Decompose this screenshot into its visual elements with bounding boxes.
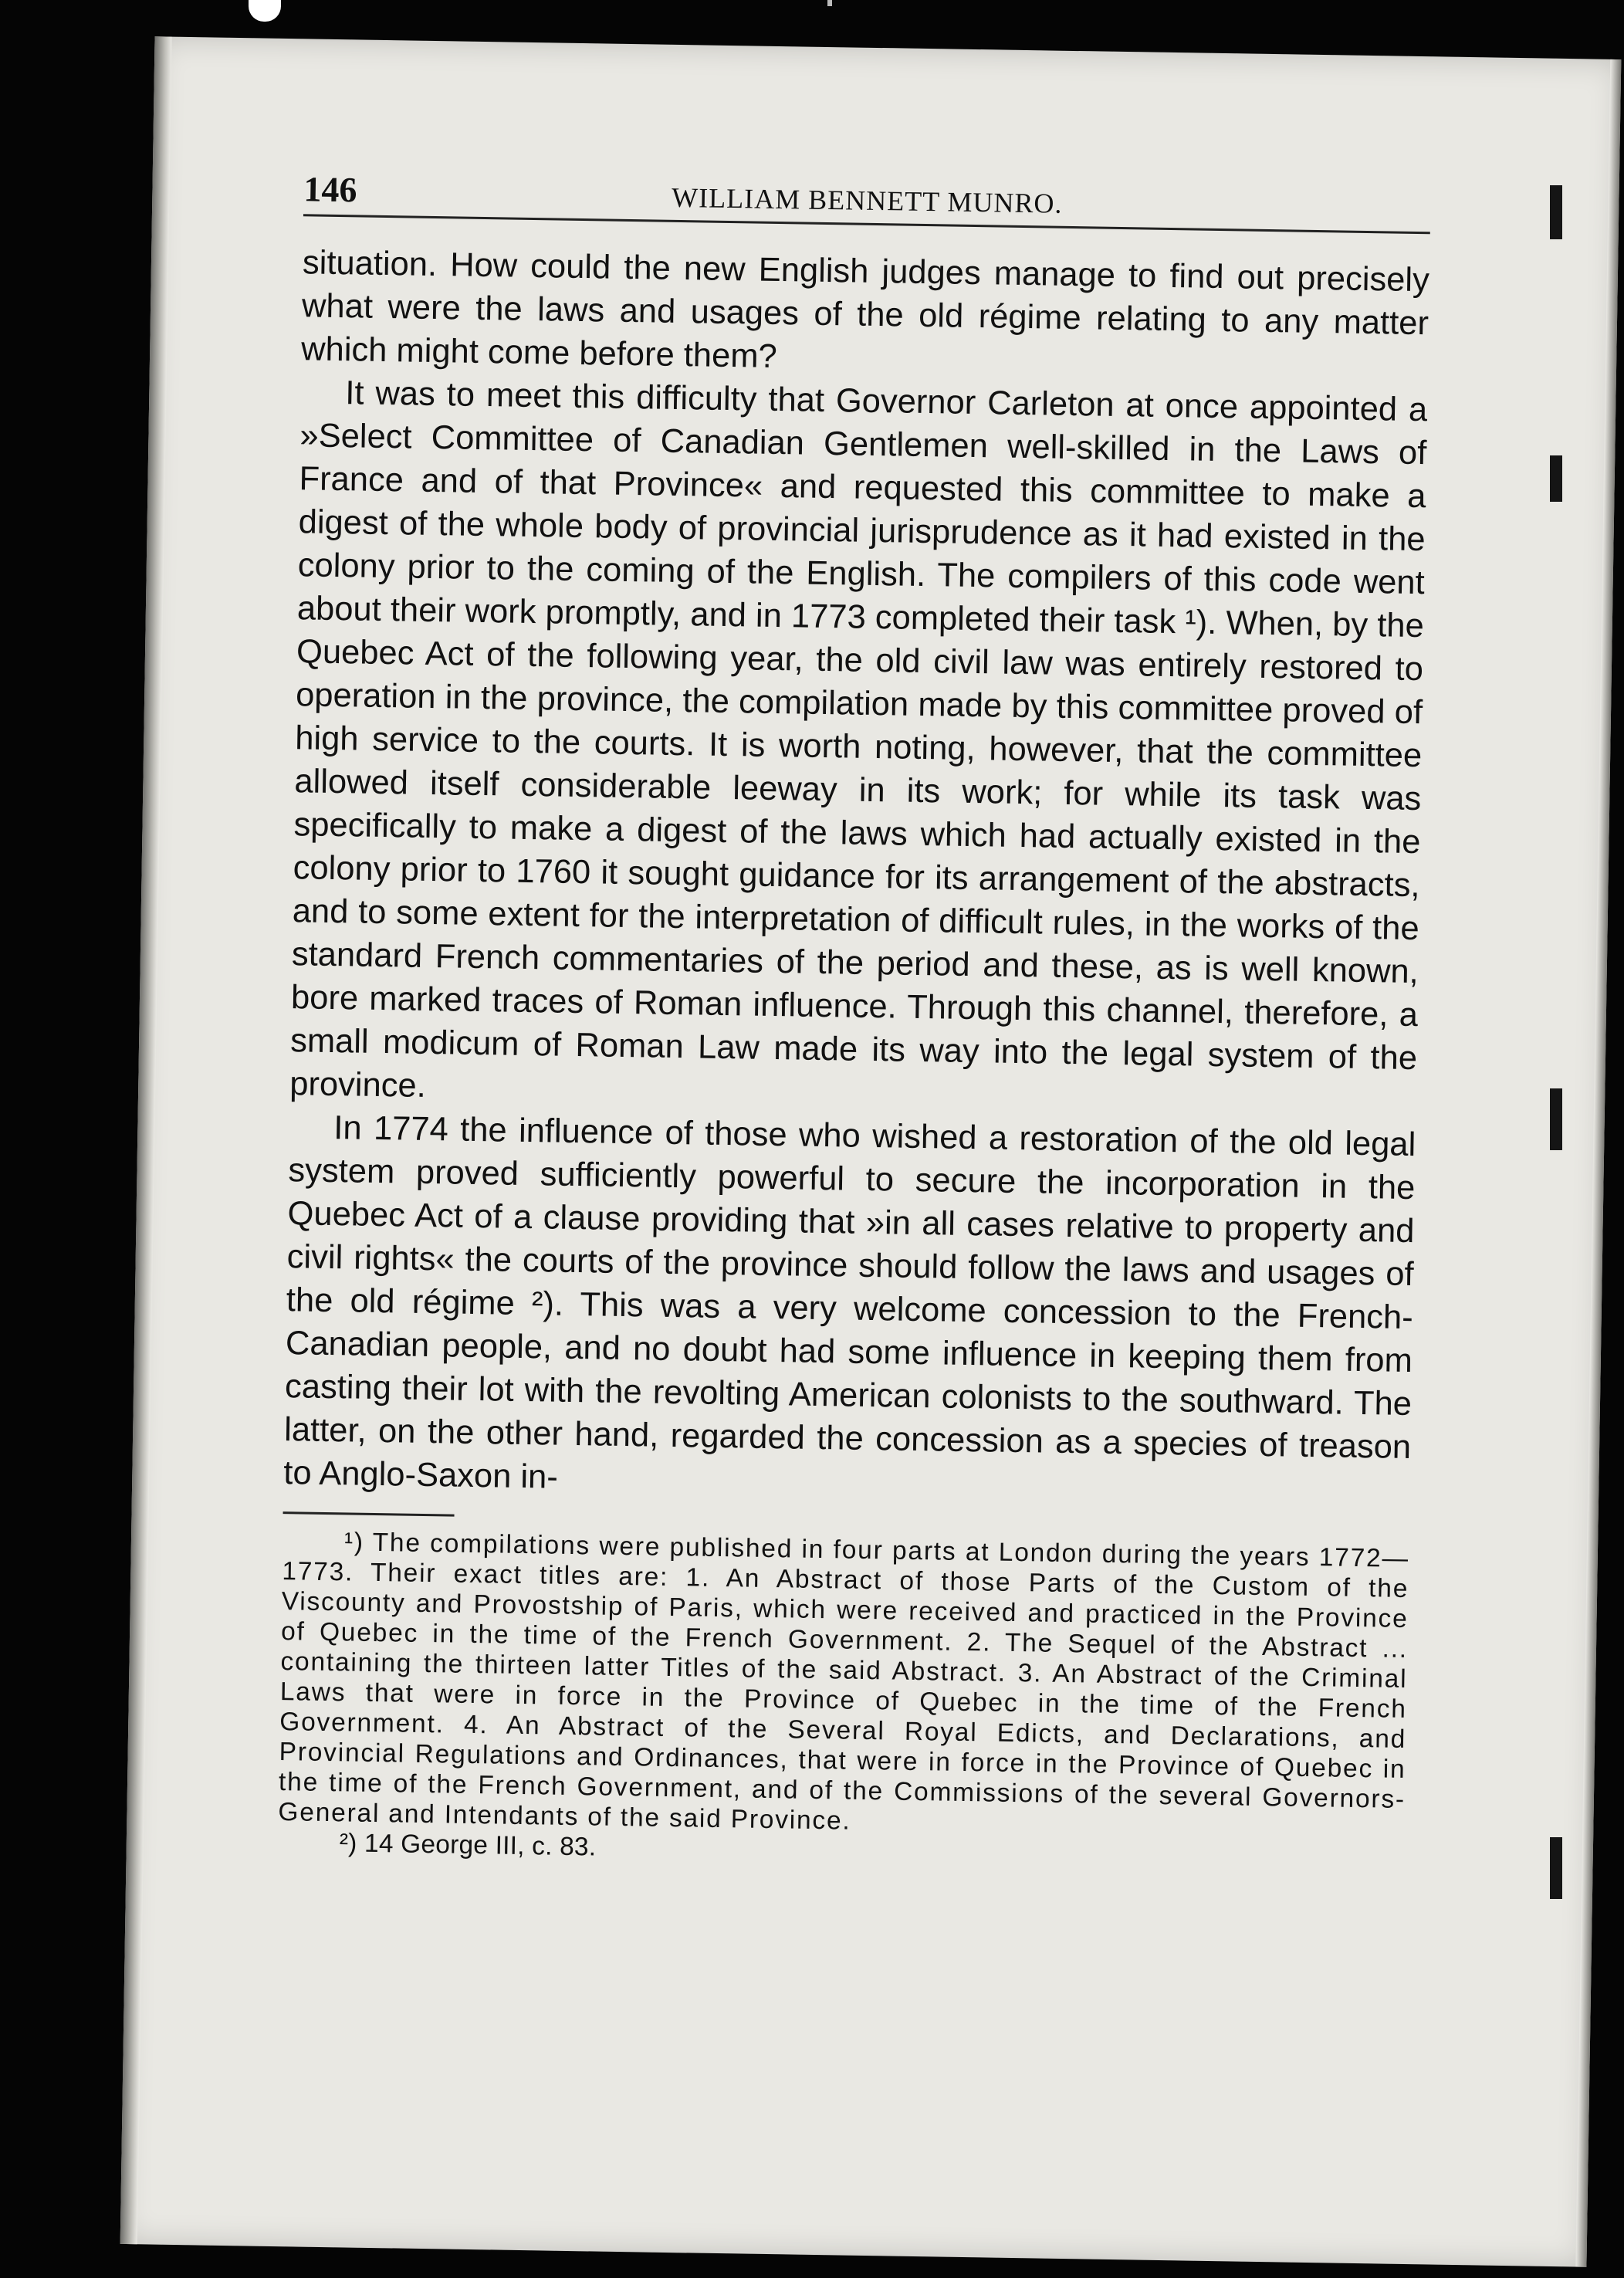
page-content <box>278 168 1431 1875</box>
page-edge-shadow <box>1575 59 1621 2267</box>
footnote-1: ¹) The compilations were published in four parts at London during the years 1772—1773. Their exact titles are: 1. An Abstract of those Parts of the Custom of the Viscounty and Provostship of Paris, which were received and practiced in the Province of Quebec in the time of the French Government. 2. The Sequel of the Abstract ... containing the thirteen latter Titles of the said Abstract. 3. An Abstract of the Criminal Laws that were in force in the Province of Quebec in the time of the French Government. 4. An Abstract of the Several Royal Edicts, and Declarations, and Provincial Regulations and Ordinances, that were in force in the Province of Quebec in the time of the French Government, and of the Commissions of the several Governors-General and Intendants of the said Province. <box>278 1528 1410 1836</box>
footnote-2: ²) 14 George III, c. 83. <box>339 1829 597 1862</box>
scan-corner-mark <box>249 0 281 22</box>
binding-stitch <box>1550 1837 1562 1899</box>
running-header <box>303 168 1431 234</box>
running-title: WILLIAM BENNETT MUNRO. <box>671 181 1063 219</box>
scan-corner-tick <box>827 0 832 6</box>
page-gutter-shadow <box>120 36 172 2244</box>
paragraph-1: situation. How could the new English judges manage to find out precisely what were the laws and usages of the old régime relating to any matter which might come before them? <box>300 244 1430 375</box>
binding-stitch <box>1550 455 1562 502</box>
paragraph-3: In 1774 the influence of those who wished a restoration of the old legal system proved sufficiently powerful to secure the incorporation in the Quebec Act of a clause providing that »in all cases relative to property and civil rights« the courts of the province should follow the laws and usages of the old régime ²). This was a very welcome concession to the French-Canadian people, and no doubt had some influence in keeping them from casting their lot with the revolting American colonists to the southward. The latter, on the other hand, regarded the concession as a species of treason to Anglo-Saxon in- <box>283 1109 1416 1496</box>
binding-stitch <box>1550 185 1562 239</box>
footnotes <box>278 1526 1410 1875</box>
footnote-separator <box>283 1511 455 1516</box>
book-page <box>120 36 1622 2266</box>
paragraph-2: It was to meet this difficulty that Governor Carleton at once appointed a »Select Committee of Canadian Gentlemen well-skilled in the Laws of France and of that Province« and requested this committee to make a digest of the whole body of provincial jurisprudence as it had existed in the colony prior to the coming of the English. The compilers of this code went about their work promptly, and in 1773 completed their task ¹). When, by the Quebec Act of the following year, the old civil law was entirely restored to operation in the province, the compilation made by this committee proved of high service to the courts. It is worth noting, however, that the committee allowed itself considerable leeway in its work; for while its task was specifically to make a digest of the laws which had actually existed in the colony prior to 1760 it sought guidance for its arrangement of the abstracts, and to some extent for the interpretation of difficult rules, in the works of the standard French commentaries of the period and these, as is well known, bore marked traces of Roman influence. Through this channel, therefore, a small modicum of Roman Law made its way into the legal system of the province. <box>289 374 1428 1105</box>
page-number: 146 <box>303 169 357 210</box>
body-text <box>283 241 1429 1512</box>
binding-stitch <box>1550 1088 1562 1150</box>
